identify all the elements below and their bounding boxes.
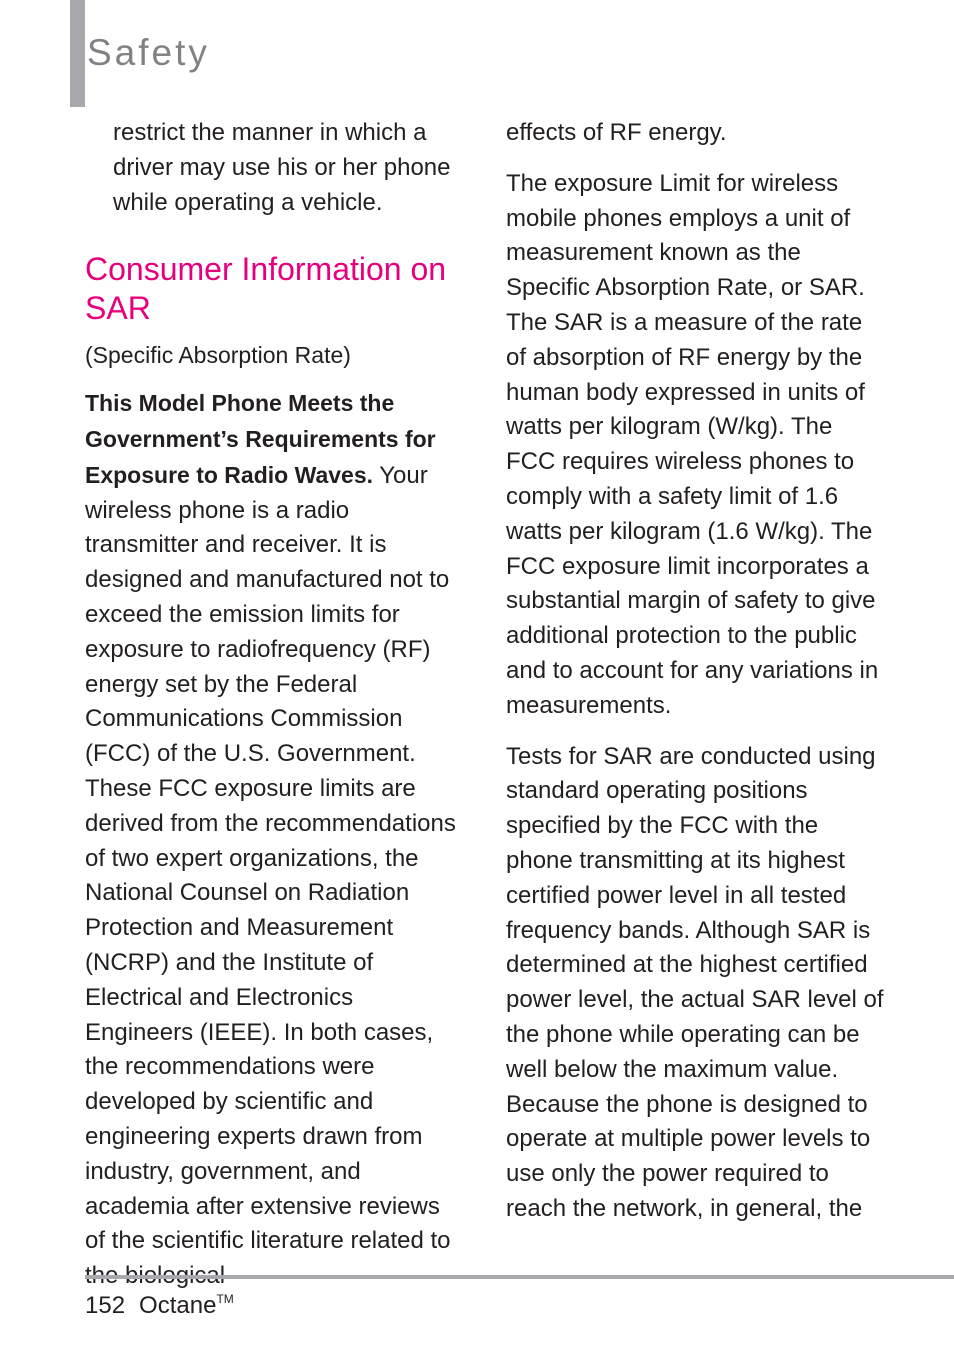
intro-continued-text: restrict the manner in which a driver may use his or her phone while operating a vehicle. <box>113 119 451 216</box>
bold-lead-text: This Model Phone Meets the Government’s Requirements for Exposure to Radio Waves. <box>85 390 436 488</box>
body-text: Your wireless phone is a radio transmitter and receiver. It is designed and manufactured not to exceed the emission limits for exposure to radiofrequency (RF) energy set by the Federal Communications Commission (FCC) of the U.S. Government. These FCC exposure limits are derived from the recommendations of two expert organizations, the National Counsel on Radiation Protection and Measurement (NCRP) and the Institute of Electrical and Electronics Engineers (IEEE). In both cases, the recommendations were developed by scientific and engineering experts drawn from industry, government, and academia after extensive reviews of the scientific literature related to <box>85 461 456 1255</box>
page-number: 152 <box>85 1292 126 1319</box>
exposure-limit-paragraph: The exposure Limit for wireless mobile phones employs a unit of measurement known as the Specific Absorption Rate, or SAR. The SAR is a measure of the rate of absorption of RF energy by the human body expressed in units of watts per kilogram (W/kg). The FCC requires wireless phones to comply with a safety limit of 1.6 watts per kilogram (1.6 W/kg). The FCC exposure limit incorporates a substantial margin of safety to give additional protection to the public and to account for any variations in measurements. <box>506 169 879 719</box>
sar-tests-paragraph: Tests for SAR are conducted using standard operating positions specified by the FCC with the phone transmitting at its highest certified power level in all tested frequency bands. Although SAR is determined at the highest certified power level, the actual SAR level of the phone while operating can be well below the maximum value. Because the phone is designed to operate at multiple power levels to use only the power required to reach the network, in general, the <box>506 742 884 1222</box>
sar-intro-paragraph <box>85 386 457 1294</box>
right-column <box>506 116 886 1227</box>
section-title: Safety <box>87 32 210 73</box>
sar-heading: Consumer Information on SAR <box>85 251 447 327</box>
sar-subheading: (Specific Absorption Rate) <box>85 342 351 369</box>
trademark-mark: TM <box>216 1292 234 1306</box>
page-footer <box>85 1292 234 1320</box>
product-name: Octane <box>139 1292 217 1319</box>
continued-text: effects of RF energy. <box>506 119 727 146</box>
section-side-bar <box>70 0 85 107</box>
left-column <box>85 116 457 1294</box>
footer-divider <box>85 1275 954 1279</box>
